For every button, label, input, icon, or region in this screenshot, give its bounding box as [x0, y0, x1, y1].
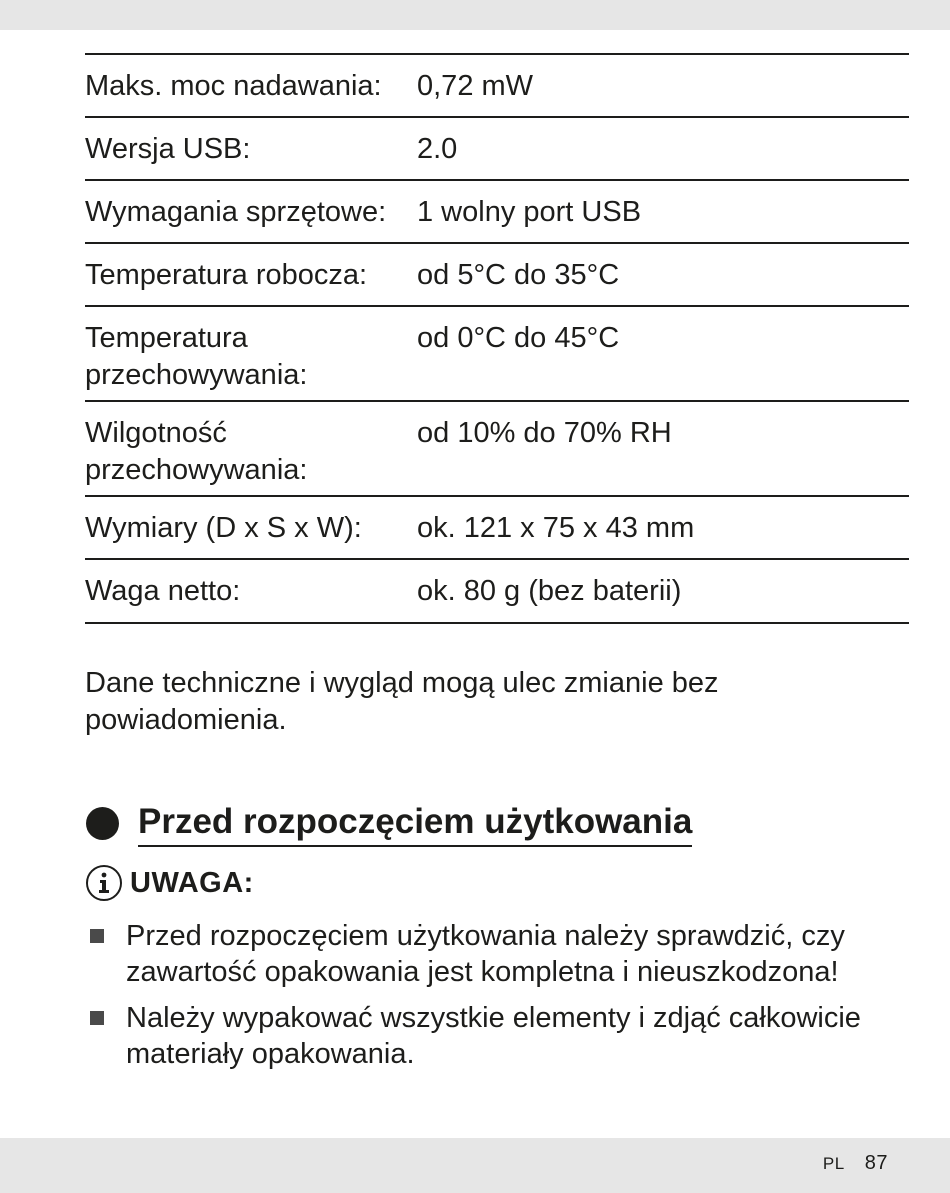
spec-label: Wilgotność przechowywania:	[85, 417, 308, 486]
list-item-text: Przed rozpoczęciem użytkowania należy sprawdzić, czy zawartość opakowania jest kompletna i nieuszkodzona!	[126, 920, 845, 988]
section-heading	[86, 800, 692, 847]
spec-value: 0,72 mW	[417, 70, 534, 102]
table-row	[85, 118, 909, 181]
spec-label: Waga netto:	[85, 575, 241, 607]
language-code: PL	[822, 1154, 845, 1173]
disclaimer-note: Dane techniczne i wygląd mogą ulec zmianie bez powiadomienia.	[85, 667, 719, 736]
spec-value: od 0°C do 45°C	[417, 322, 620, 354]
spec-label: Maks. moc nadawania:	[85, 70, 382, 102]
square-bullet-icon	[90, 929, 104, 943]
spec-value: ok. 121 x 75 x 43 mm	[417, 512, 695, 544]
spec-label: Temperatura przechowywania:	[85, 322, 308, 391]
table-row	[85, 402, 909, 497]
spec-label: Wymiary (D x S x W):	[85, 512, 362, 544]
notice-heading	[86, 865, 254, 901]
list-item-text: Należy wypakować wszystkie elementy i zdjąć całkowicie materiały opakowania.	[126, 1002, 861, 1070]
spec-label: Temperatura robocza:	[85, 259, 368, 291]
table-row	[85, 497, 909, 560]
table-row	[85, 307, 909, 402]
filled-circle-icon	[86, 807, 119, 840]
square-bullet-icon	[90, 1011, 104, 1025]
table-row	[85, 55, 909, 118]
page-number: 87	[864, 1152, 888, 1174]
spec-label: Wymagania sprzętowe:	[85, 196, 387, 228]
notice-list	[90, 918, 890, 1082]
list-item	[90, 1000, 890, 1072]
spec-value: od 10% do 70% RH	[417, 417, 672, 449]
header-band	[0, 0, 950, 30]
list-item	[90, 918, 890, 990]
table-row	[85, 560, 909, 624]
specifications-table	[85, 53, 909, 624]
info-icon	[86, 865, 122, 901]
footer-band	[0, 1138, 950, 1193]
spec-label: Wersja USB:	[85, 133, 251, 165]
spec-value: 2.0	[417, 133, 458, 165]
spec-value: 1 wolny port USB	[417, 196, 642, 228]
table-row	[85, 244, 909, 307]
notice-label: UWAGA:	[130, 866, 254, 899]
spec-value: ok. 80 g (bez baterii)	[417, 575, 682, 607]
table-row	[85, 181, 909, 244]
section-title: Przed rozpoczęciem użytkowania	[138, 800, 692, 847]
page-footer	[823, 1152, 888, 1175]
spec-value: od 5°C do 35°C	[417, 259, 620, 291]
